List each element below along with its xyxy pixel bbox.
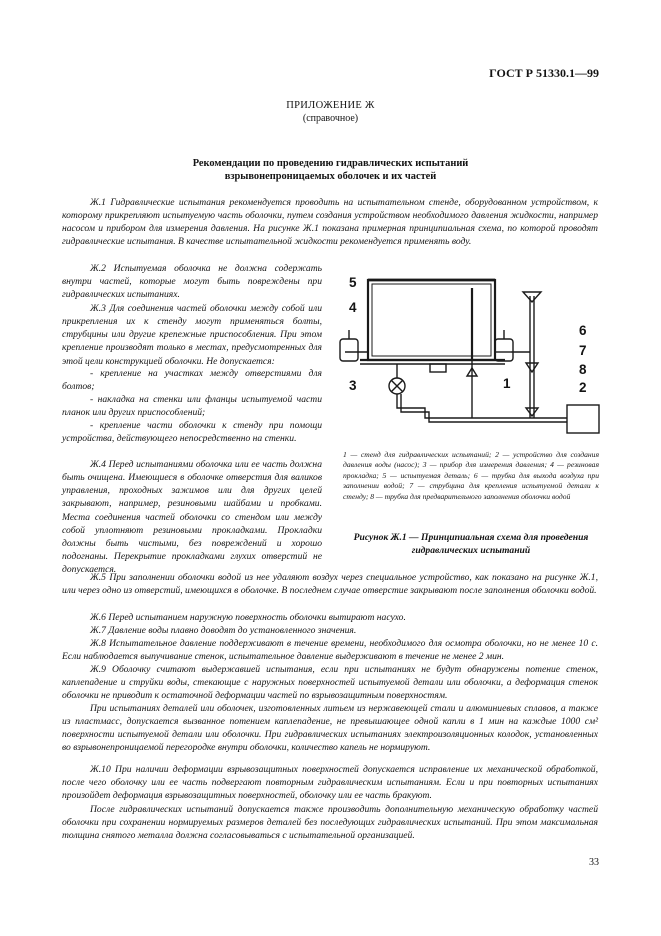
figure-label-6: 6 <box>579 323 587 338</box>
figure-label-2: 2 <box>579 380 587 395</box>
paragraph-zh6: Ж.6 Перед испытанием наружную поверхность оболочки вытирают насухо. <box>90 612 406 623</box>
figure-caption: Рисунок Ж.1 — Принципиальная схема для проведения гидравлических испытаний <box>353 532 589 556</box>
figure-label-1: 1 <box>503 376 511 391</box>
paragraph-zh8: Ж.8 Испытательное давление поддерживают в течение времени, необходимого для осмотра оболочки, но не менее 10 с. Если наблюдается выпучивание стенок, испытательное давление выдерживают в течение не менее 2 мин. <box>62 638 598 663</box>
figure-label-8: 8 <box>579 362 587 377</box>
paragraph-zh1: Ж.1 Гидравлические испытания рекомендуется проводить на испытательном стенде, оборудованном устройством, к которому прикрепляют испытуемую часть оболочки, путем создания устройством необходимого давления жидкости, например насосом и прибором для измерения давления. На рисунке Ж.1 показана примерная принципиальная схема, по которой проводят гидравлические испытания. В качестве испытательной жидкости рекомендуется применять воду. <box>62 197 598 248</box>
hydraulic-test-diagram <box>335 268 610 448</box>
test-specimen-outline <box>368 280 495 360</box>
list-item-zh3-1: - крепление на участках между отверстиями для болтов; <box>62 368 322 393</box>
clamp-right <box>495 339 513 361</box>
appendix-subtitle: (справочное) <box>302 113 359 124</box>
paragraph-zh5: Ж.5 При заполнении оболочки водой из нее удаляют воздух через специальное устройство, как показано на рисунке Ж.1, или через одно из отверстий, имеющихся в оболочке. В последнем случае отверстие закрывают после заполнения оболочки водой. <box>62 572 598 597</box>
paragraph-zh4: Ж.4 Перед испытаниями оболочка или ее часть должна быть очищена. Имеющиеся в оболочке отверстия для валиков управления, проходных зажимов или для других целей закрывают, например, резиновыми шайбами и пробками. Места соединения частей оболочки со стендом или между собой уплотняют резиновыми прокладками. Прокладки должны быть чистыми, без повреждений и хорошо подогнаны. Перекрытие прокладками глухих отверстий не допускается. <box>62 459 322 576</box>
figure-legend: 1 — стенд для гидравлических испытаний; 2 — устройство для создания давления воды (насос); 3 — прибор для измерения давления; 4 — резиновая прокладка; 5 — испытуемая деталь; 6 — трубка для выхода воздуха при заполнении водой; 7 — струбцина для крепления испытуемой детали к стенду; 8 — трубка для предварительного заполнения оболочки водой <box>343 450 599 501</box>
paragraph-zh7: Ж.7 Давление воды плавно доводят до установленного значения. <box>90 625 357 636</box>
figure-label-5: 5 <box>349 275 357 290</box>
figure-label-4: 4 <box>349 300 357 315</box>
list-item-zh3-3: - крепление части оболочки к стенду при помощи устройства, действующего непосредственно на стенки. <box>62 420 322 445</box>
section-heading-line2: взрывонепроницаемых оболочек и их частей <box>224 171 437 183</box>
pump-box <box>567 405 599 433</box>
section-heading-line1: Рекомендации по проведению гидравлических испытаний <box>192 158 469 169</box>
appendix-title: ПРИЛОЖЕНИЕ Ж <box>286 100 375 111</box>
paragraph-zh10: Ж.10 При наличии деформации взрывозащитных поверхностей допускается исправление их механической обработкой, после чего оболочку или ее часть подвергают повторным гидравлическим испытаниям. Если и при повторных испытаниях произойдет деформация взрывозащитных поверхностей, оболочку или ее часть бракуют. <box>62 764 598 802</box>
paragraph-zh3: Ж.3 Для соединения частей оболочки между собой или прикрепления их к стенду могут применяться болты, струбцины или другие крепежные приспособления. При этом крепление производят только в местах, предусмотренных для этой цели конструкцией оболочки. Не допускается: <box>62 303 322 367</box>
list-item-zh3-2: - накладка на стенки или фланцы испытуемой части планок или других приспособлений; <box>62 394 322 419</box>
paragraph-zh9: Ж.9 Оболочку считают выдержавшей испытания, если при испытаниях не будут обнаружены потение стенок, каплепадение и струйки воды, стекающие с наружных поверхностей испытуемой детали или оболочки, а деформация стенок оболочки не приводит к остаточной деформации частей по взрывозащитным поверхностям. <box>62 664 598 702</box>
paragraph-zh2: Ж.2 Испытуемая оболочка не должна содержать внутри частей, которые могут быть повреждены при гидравлических испытаниях. <box>62 263 322 301</box>
paragraph-after: После гидравлических испытаний допускается также производить дополнительную механическую обработку частей оболочки при сохранении нормируемых размеров деталей без последующих гидравлических испытаний. При этом максимальная толщина снятого металла должна согласовываться с испытательной организацией. <box>62 804 598 842</box>
clamp-left <box>340 339 358 361</box>
figure-label-7: 7 <box>579 343 587 358</box>
section-heading <box>0 157 661 184</box>
paragraph-alloy: При испытаниях деталей или оболочек, изготовленных литьем из нержавеющей стали и алюминиевых сплавов, а также из пластмасс, допускается вызванное потением каплепадение, не превышающее одной капли в 1 мин на каждые 1000 см² поверхности испытуемой детали или оболочки. При гидравлических испытаниях электроизоляционных колодок, установленных во взрывонепроницаемой перегородке внутри оболочки, количество капель не нормируют. <box>62 703 598 754</box>
standard-designation: ГОСТ Р 51330.1—99 <box>489 66 599 80</box>
figure-label-3: 3 <box>349 378 357 393</box>
page-number: 33 <box>589 857 599 868</box>
